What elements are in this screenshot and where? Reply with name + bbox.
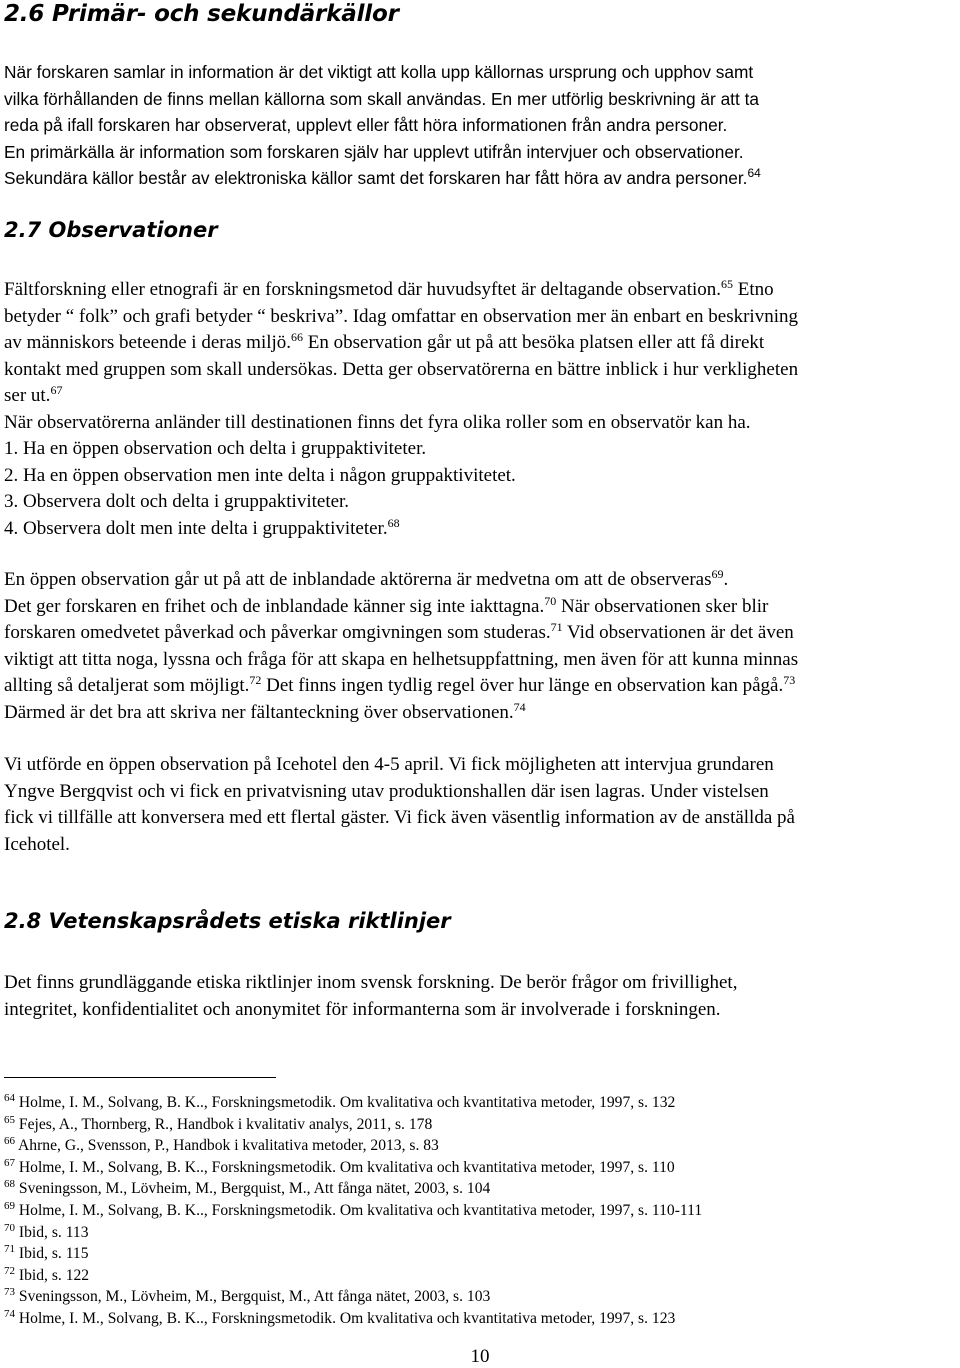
footnote-ref-71[interactable]: 71 bbox=[550, 620, 563, 634]
footnote-ref-74[interactable]: 74 bbox=[513, 699, 526, 714]
text-line bbox=[4, 383, 798, 410]
text-span: Sekundära källor består av elektroniska källor samt det forskaren har fått höra av andra personer. bbox=[4, 168, 748, 188]
text-span: av människors beteende i deras miljö. bbox=[4, 332, 292, 353]
footnote-separator bbox=[4, 1077, 276, 1078]
footnote-ref-72[interactable]: 72 bbox=[249, 673, 262, 687]
section-2-7-body bbox=[4, 277, 798, 542]
heading-2-8: 2.8 Vetenskapsrådets etiska riktlinjer bbox=[4, 909, 451, 933]
role-list bbox=[4, 436, 798, 542]
text-span: När observationen sker blir bbox=[556, 595, 769, 617]
text-span: Därmed är det bra att skriva ner fältanteckning över observationen. bbox=[4, 701, 514, 723]
text-line bbox=[4, 330, 798, 357]
text-line bbox=[4, 594, 798, 621]
heading-2-6: 2.6 Primär- och sekundärkällor bbox=[4, 1, 399, 27]
footnote-text: Sveningsson, M., Lövheim, M., Bergquist, M., Att fånga nätet, 2003, s. 103 bbox=[18, 1288, 491, 1306]
paragraph-open-observation bbox=[4, 567, 798, 726]
text-span: Det ger forskaren en frihet och de inblandade känner sig inte iakttagna. bbox=[4, 595, 545, 617]
footnote bbox=[4, 1265, 702, 1287]
section-2-8-body bbox=[4, 970, 737, 1023]
text-line: Det finns grundläggande etiska riktlinjer inom svensk forskning. De berör frågor om frivillighet, bbox=[4, 972, 738, 993]
paragraph-icehotel bbox=[4, 752, 795, 858]
footnote-ref-68[interactable]: 68 bbox=[387, 515, 400, 530]
text-line: betyder “ folk” och grafi betyder “ beskriva”. Idag omfattar en observation mer än enbart en beskrivning bbox=[4, 305, 798, 327]
list-item: 2. Ha en öppen observation men inte delta i någon gruppaktivitetet. bbox=[4, 464, 516, 486]
text-line bbox=[4, 567, 798, 594]
text-line bbox=[4, 620, 798, 647]
footnote-number: 69 bbox=[4, 1199, 15, 1212]
footnote bbox=[4, 1200, 702, 1222]
footnote-text: Fejes, A., Thornberg, R., Handbok i kvalitativ analys, 2011, s. 178 bbox=[18, 1115, 433, 1133]
footnote bbox=[4, 1286, 702, 1308]
footnote-number: 71 bbox=[4, 1243, 15, 1256]
footnote bbox=[4, 1135, 702, 1157]
footnote-ref-66[interactable]: 66 bbox=[291, 330, 304, 344]
footnote-number: 67 bbox=[4, 1156, 15, 1169]
text-line: reda på ifall forskaren har observerat, upplevt eller fått höra informationen från andra personer. bbox=[4, 115, 728, 135]
footnote-text: Holme, I. M., Solvang, B. K.., Forskningsmetodik. Om kvalitativa och kvantitativa metoder, 1997, s. 132 bbox=[18, 1094, 676, 1111]
text-line bbox=[4, 165, 761, 192]
text-span: forskaren omedvetet påverkad och påverkar omgivningen som studeras. bbox=[4, 622, 551, 643]
footnote-number: 74 bbox=[4, 1307, 15, 1320]
text-span: Det finns ingen tydlig regel över hur länge en observation kan pågå. bbox=[261, 675, 784, 696]
list-item: 1. Ha en öppen observation och delta i gruppaktiviteter. bbox=[4, 438, 427, 459]
text-span: Vid observationen är det även bbox=[562, 622, 794, 643]
footnote-number: 68 bbox=[4, 1178, 15, 1191]
text-line: Icehotel. bbox=[4, 833, 70, 855]
footnote bbox=[4, 1092, 702, 1114]
text-span: ser ut. bbox=[4, 385, 51, 406]
footnote-number: 73 bbox=[4, 1286, 15, 1299]
footnote-number: 72 bbox=[4, 1264, 15, 1277]
list-item bbox=[4, 516, 798, 543]
text-span: . bbox=[723, 569, 729, 590]
text-span: Etno bbox=[733, 279, 774, 300]
text-span: En öppen observation går ut på att de inblandade aktörerna är medvetna om att de observeras bbox=[4, 569, 712, 590]
text-line: En primärkälla är information som forskaren själv har upplevt utifrån intervjuer och observationer. bbox=[4, 141, 744, 162]
text-line: Yngve Bergqvist och vi fick en privatvisning utav produktionshallen där isen lagras. Under vistelsen bbox=[4, 780, 769, 802]
text-span: Fältforskning eller etnografi är en forskningsmetod där huvudsyftet är deltagande observation. bbox=[4, 279, 722, 300]
footnote-ref-70[interactable]: 70 bbox=[544, 593, 557, 608]
footnote-text: Sveningsson, M., Lövheim, M., Bergquist, M., Att fånga nätet, 2003, s. 104 bbox=[18, 1180, 491, 1198]
heading-2-7: 2.7 Observationer bbox=[4, 218, 218, 242]
page-number: 10 bbox=[470, 1346, 490, 1367]
footnote bbox=[4, 1308, 702, 1330]
footnote-text: Holme, I. M., Solvang, B. K.., Forskningsmetodik. Om kvalitativa och kvantitativa metoder, 1997, s. 110 bbox=[18, 1158, 675, 1176]
footnote-text: Holme, I. M., Solvang, B. K.., Forskningsmetodik. Om kvalitativa och kvantitativa metoder, 1997, s. 110-111 bbox=[18, 1201, 703, 1219]
footnote-text: Ibid, s. 122 bbox=[18, 1266, 90, 1284]
footnote-ref-67[interactable]: 67 bbox=[50, 383, 63, 397]
footnotes bbox=[4, 1092, 702, 1330]
footnote-text: Ibid, s. 113 bbox=[18, 1223, 89, 1241]
text-line: När forskaren samlar in information är det viktigt att kolla upp källornas ursprung och upphov samt bbox=[4, 62, 754, 82]
text-line: integritet, konfidentialitet och anonymitet för informanterna som är involverade i forskningen. bbox=[4, 998, 721, 1020]
footnote-ref-64[interactable]: 64 bbox=[747, 166, 761, 180]
footnote-number: 64 bbox=[4, 1092, 15, 1104]
text-line: fick vi tillfälle att konversera med ett flertal gäster. Vi fick även väsentlig information av de anställda på bbox=[4, 807, 795, 828]
list-item: 3. Observera dolt och delta i gruppaktiviteter. bbox=[4, 491, 350, 512]
footnote bbox=[4, 1178, 702, 1200]
footnote bbox=[4, 1243, 702, 1265]
footnote-number: 65 bbox=[4, 1113, 15, 1126]
footnote bbox=[4, 1114, 702, 1136]
text-line bbox=[4, 277, 798, 304]
text-line bbox=[4, 700, 798, 727]
text-span: 4. Observera dolt men inte delta i gruppaktiviteter. bbox=[4, 517, 388, 539]
text-line: När observatörerna anländer till destinationen finns det fyra olika roller som en observatör kan ha. bbox=[4, 411, 751, 433]
section-2-6-body bbox=[4, 59, 761, 192]
text-line: vilka förhållanden de finns mellan källorna som skall användas. En mer utförlig beskrivning är att ta bbox=[4, 88, 759, 109]
text-span: allting så detaljerat som möjligt. bbox=[4, 675, 250, 696]
footnote-text: Ahrne, G., Svensson, P., Handbok i kvalitativa metoder, 2013, s. 83 bbox=[18, 1137, 439, 1155]
footnote-text: Ibid, s. 115 bbox=[18, 1245, 89, 1263]
text-line bbox=[4, 673, 798, 700]
footnote-ref-73[interactable]: 73 bbox=[783, 673, 796, 687]
footnote-number: 66 bbox=[4, 1135, 15, 1148]
footnote bbox=[4, 1157, 702, 1179]
text-span: En observation går ut på att besöka platsen eller att få direkt bbox=[303, 332, 765, 353]
text-line: viktigt att titta noga, lyssna och fråga för att skapa en helhetsuppfattning, men även för att kunna minnas bbox=[4, 648, 799, 670]
footnote-ref-65[interactable]: 65 bbox=[721, 277, 734, 291]
footnote-number: 70 bbox=[4, 1221, 15, 1234]
footnote bbox=[4, 1222, 702, 1244]
footnote-ref-69[interactable]: 69 bbox=[711, 567, 724, 581]
text-line: kontakt med gruppen som skall undersökas. Detta ger observatörerna en bättre inblick i hur verkligheten bbox=[4, 358, 799, 380]
text-line: Vi utförde en öppen observation på Icehotel den 4-5 april. Vi fick möjligheten att intervjua grundaren bbox=[4, 754, 774, 775]
footnote-text: Holme, I. M., Solvang, B. K.., Forskningsmetodik. Om kvalitativa och kvantitativa metoder, 1997, s. 123 bbox=[18, 1309, 676, 1327]
